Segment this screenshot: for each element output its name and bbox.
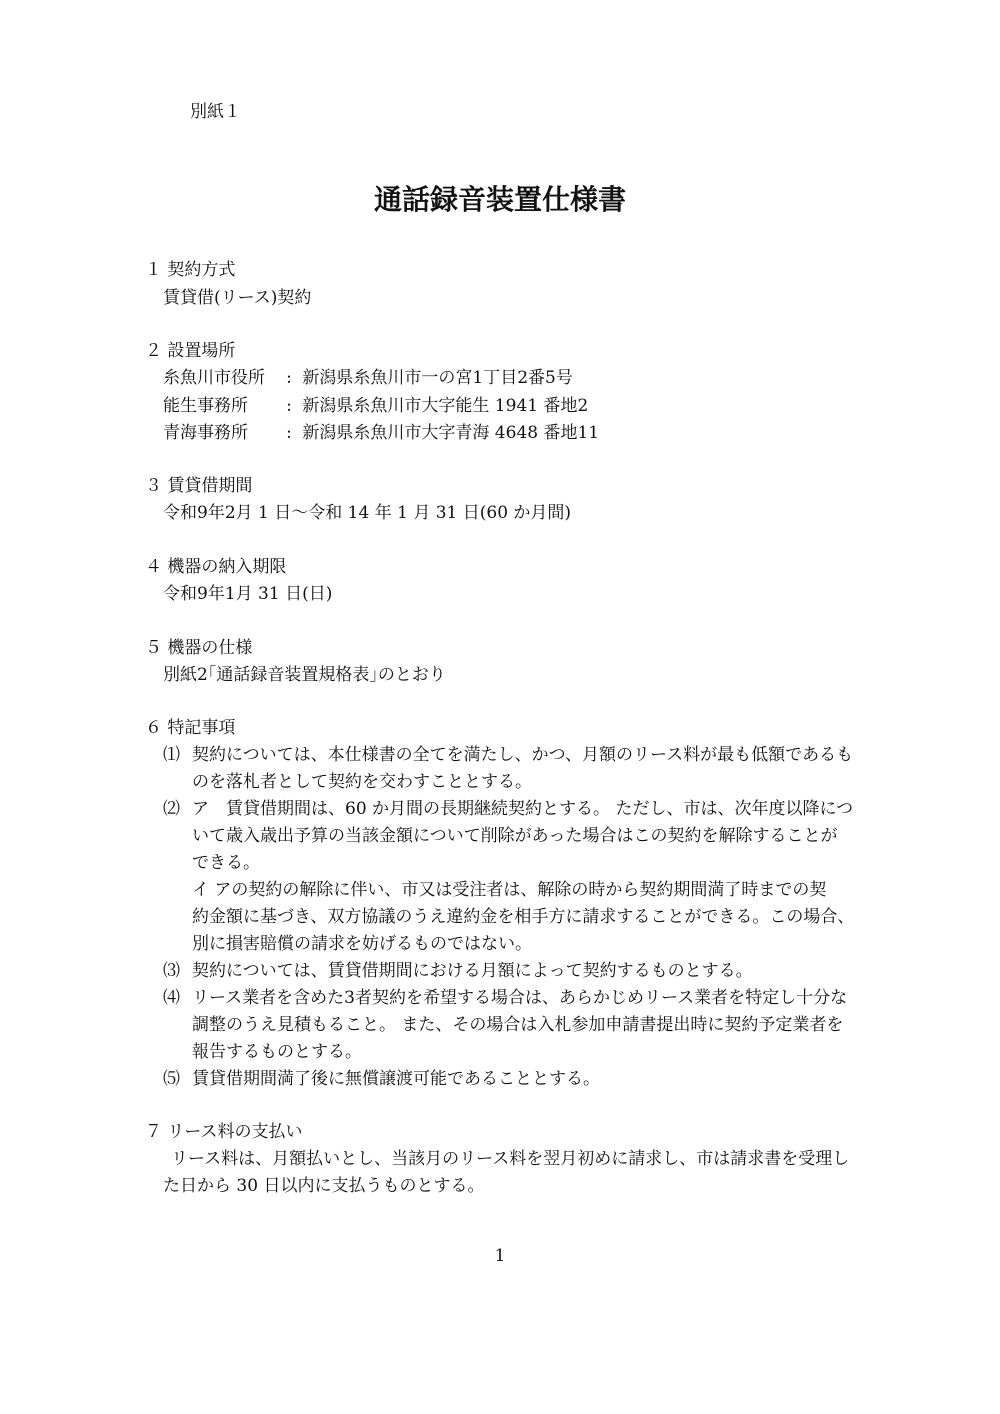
item-line: 賃貸借期間満了後に無償譲渡可能であることとする。 (192, 1069, 600, 1089)
section-2-heading: ２ 設置場所 (145, 341, 236, 361)
location-name: 青海事務所 (163, 423, 248, 443)
location-separator: : (286, 423, 292, 443)
location-row (163, 421, 599, 445)
section-4-heading: ４ 機器の納入期限 (145, 557, 287, 577)
item-number: ⑶ (163, 961, 180, 981)
section-7-heading: ７ リース料の支払い (145, 1122, 303, 1142)
section-1-body: 賃貸借(リース)契約 (163, 288, 312, 308)
document-title: 通話録音装置仕様書 (373, 183, 626, 216)
section-3-heading: ３ 賃貸借期間 (145, 476, 253, 496)
section-7-line: リース料は、月額払いとし、当該月のリース料を翌月初めに請求し、市は請求書を受理し (171, 1149, 850, 1169)
item-number: ⑴ (163, 745, 180, 765)
item-number: ⑸ (163, 1069, 180, 1089)
item-line: 契約については、本仕様書の全てを満たし、かつ、月額のリース料が最も低額であるも (192, 745, 854, 765)
annex-label: 別紙１ (190, 102, 241, 122)
item-number: ⑷ (163, 988, 180, 1008)
location-row (163, 366, 573, 390)
item-line: ア 賃貸借期間は、60 か月間の長期継続契約とする。 ただし、市は、次年度以降につ (192, 799, 854, 819)
item-line: リース業者を含めた3者契約を希望する場合は、あらかじめリース業者を特定し十分な (192, 988, 848, 1008)
section-5-heading: ５ 機器の仕様 (145, 638, 253, 658)
item-line: イ アの契約の解除に伴い、市又は受注者は、解除の時から契約期間満了時までの契 (192, 880, 827, 900)
item-line: 別に損害賠償の請求を妨げるものではない。 (192, 934, 532, 954)
location-name: 能生事務所 (163, 396, 248, 416)
location-address: 新潟県糸魚川市一の宮1丁目2番5号 (302, 368, 573, 388)
location-address: 新潟県糸魚川市大字青海 4648 番地11 (302, 423, 600, 443)
item-line: のを落札者として契約を交わすこととする。 (192, 772, 532, 792)
item-line: できる。 (192, 853, 260, 873)
section-5-body: 別紙2｢通話録音装置規格表｣のとおり (163, 665, 446, 685)
item-line: 報告するものとする。 (192, 1042, 362, 1062)
item-line: 約金額に基づき、双方協議のうえ違約金を相手方に請求することができる。この場合、 (192, 907, 855, 927)
section-6-heading: ６ 特記事項 (145, 718, 236, 738)
location-address: 新潟県糸魚川市大字能生 1941 番地2 (302, 396, 589, 416)
location-separator: : (286, 368, 292, 388)
item-number: ⑵ (163, 799, 180, 819)
item-line: いて歳入歳出予算の当該金額について削除があった場合はこの契約を解除することが (192, 826, 838, 846)
location-separator: : (286, 396, 292, 416)
item-line: 調整のうえ見積もること。 また、その場合は入札参加申請書提出時に契約予定業者を (192, 1015, 844, 1035)
section-1-heading: １ 契約方式 (145, 260, 236, 280)
section-3-body: 令和9年2月 1 日～令和 14 年 1 月 31 日(60 か月間) (163, 503, 572, 523)
location-name: 糸魚川市役所 (163, 368, 265, 388)
item-line: 契約については、賃貸借期間における月額によって契約するものとする。 (192, 961, 753, 981)
location-row (163, 394, 588, 418)
page-number: 1 (494, 1246, 506, 1266)
section-7-line: た日から 30 日以内に支払うものとする。 (163, 1176, 485, 1196)
section-4-body: 令和9年1月 31 日(日) (163, 584, 333, 604)
